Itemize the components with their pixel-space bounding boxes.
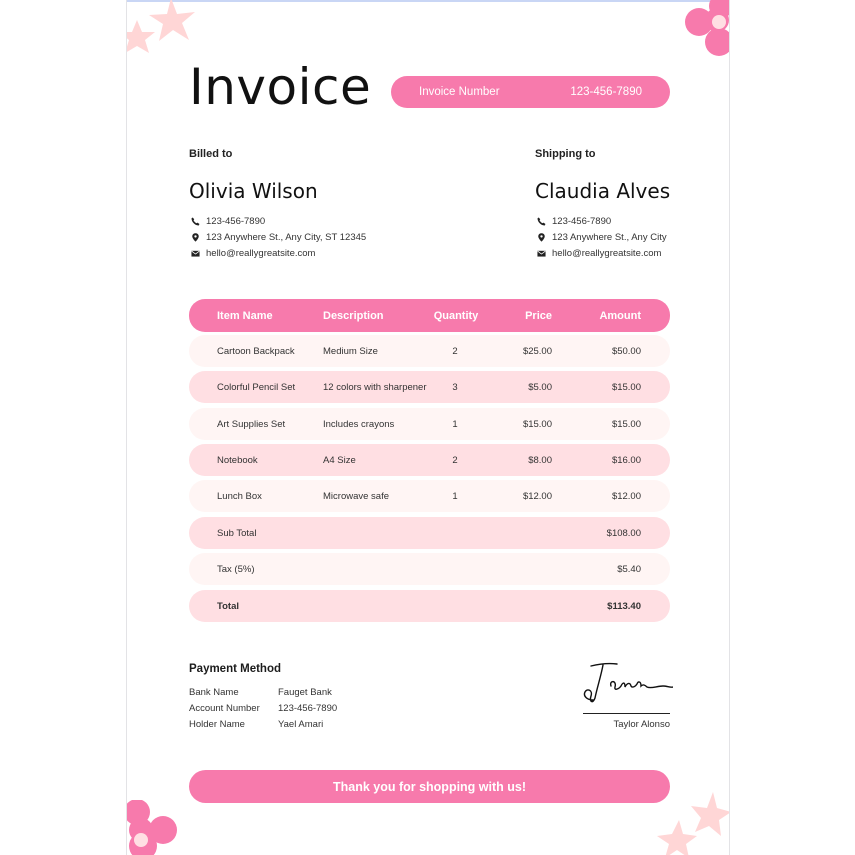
shipping-to-email: hello@reallygreatsite.com <box>537 248 661 259</box>
header-price: Price <box>525 309 552 322</box>
tax-row <box>189 553 670 585</box>
total-row <box>189 590 670 622</box>
billed-to-name: Olivia Wilson <box>189 179 318 203</box>
header-amount: Amount <box>599 309 641 322</box>
invoice-title: Invoice <box>189 58 372 116</box>
account-number-row: Account Number 123-456-7890 <box>189 703 338 714</box>
signature-name: Taylor Alonso <box>613 719 670 730</box>
thank-you-banner: Thank you for shopping with us! <box>189 770 670 803</box>
shipping-to-name: Claudia Alves <box>535 179 671 203</box>
invoice-number-pill <box>391 76 670 108</box>
header-item-name: Item Name <box>217 309 273 322</box>
location-pin-icon <box>191 233 200 242</box>
shipping-to-address: 123 Anywhere St., Any City <box>537 232 667 243</box>
total-label: Total <box>217 600 239 612</box>
flower-decoration-top-right <box>681 0 730 58</box>
mail-icon <box>191 249 200 258</box>
header-description: Description <box>323 309 384 322</box>
invoice-number-value: 123-456-7890 <box>570 86 642 98</box>
location-pin-icon <box>537 233 546 242</box>
billed-to-phone: 123-456-7890 <box>191 216 265 227</box>
table-header: Item Name Description Quantity Price Amount <box>189 299 670 332</box>
shipping-to-label: Shipping to <box>535 148 596 160</box>
table-row: Colorful Pencil Set 12 colors with sharpener 3 $5.00 $15.00 <box>189 371 670 403</box>
shipping-to-phone: 123-456-7890 <box>537 216 611 227</box>
billed-to-email: hello@reallygreatsite.com <box>191 248 315 259</box>
mail-icon <box>537 249 546 258</box>
subtotal-label: Sub Total <box>217 527 257 539</box>
flower-decoration-bottom-left <box>127 800 183 855</box>
invoice-page <box>126 0 730 855</box>
table-row: Notebook A4 Size 2 $8.00 $16.00 <box>189 444 670 476</box>
tax-value: $5.40 <box>617 563 641 575</box>
total-value: $113.40 <box>607 600 641 612</box>
signature-line <box>583 713 670 714</box>
table-row: Cartoon Backpack Medium Size 2 $25.00 $50.00 <box>189 335 670 367</box>
top-border <box>127 0 729 2</box>
holder-name-row: Holder Name Yael Amari <box>189 719 324 730</box>
table-row: Art Supplies Set Includes crayons 1 $15.00 $15.00 <box>189 408 670 440</box>
table-row: Lunch Box Microwave safe 1 $12.00 $12.00 <box>189 480 670 512</box>
subtotal-row <box>189 517 670 549</box>
phone-icon <box>537 217 546 226</box>
tax-label: Tax (5%) <box>217 563 255 575</box>
bank-name-row: Bank Name Fauget Bank <box>189 687 332 698</box>
subtotal-value: $108.00 <box>606 527 641 539</box>
billed-to-address: 123 Anywhere St., Any City, ST 12345 <box>191 232 366 243</box>
payment-method-title: Payment Method <box>189 663 282 675</box>
billed-to-label: Billed to <box>189 148 233 160</box>
phone-icon <box>191 217 200 226</box>
signature-image <box>581 660 673 710</box>
invoice-number-label: Invoice Number <box>419 86 500 98</box>
